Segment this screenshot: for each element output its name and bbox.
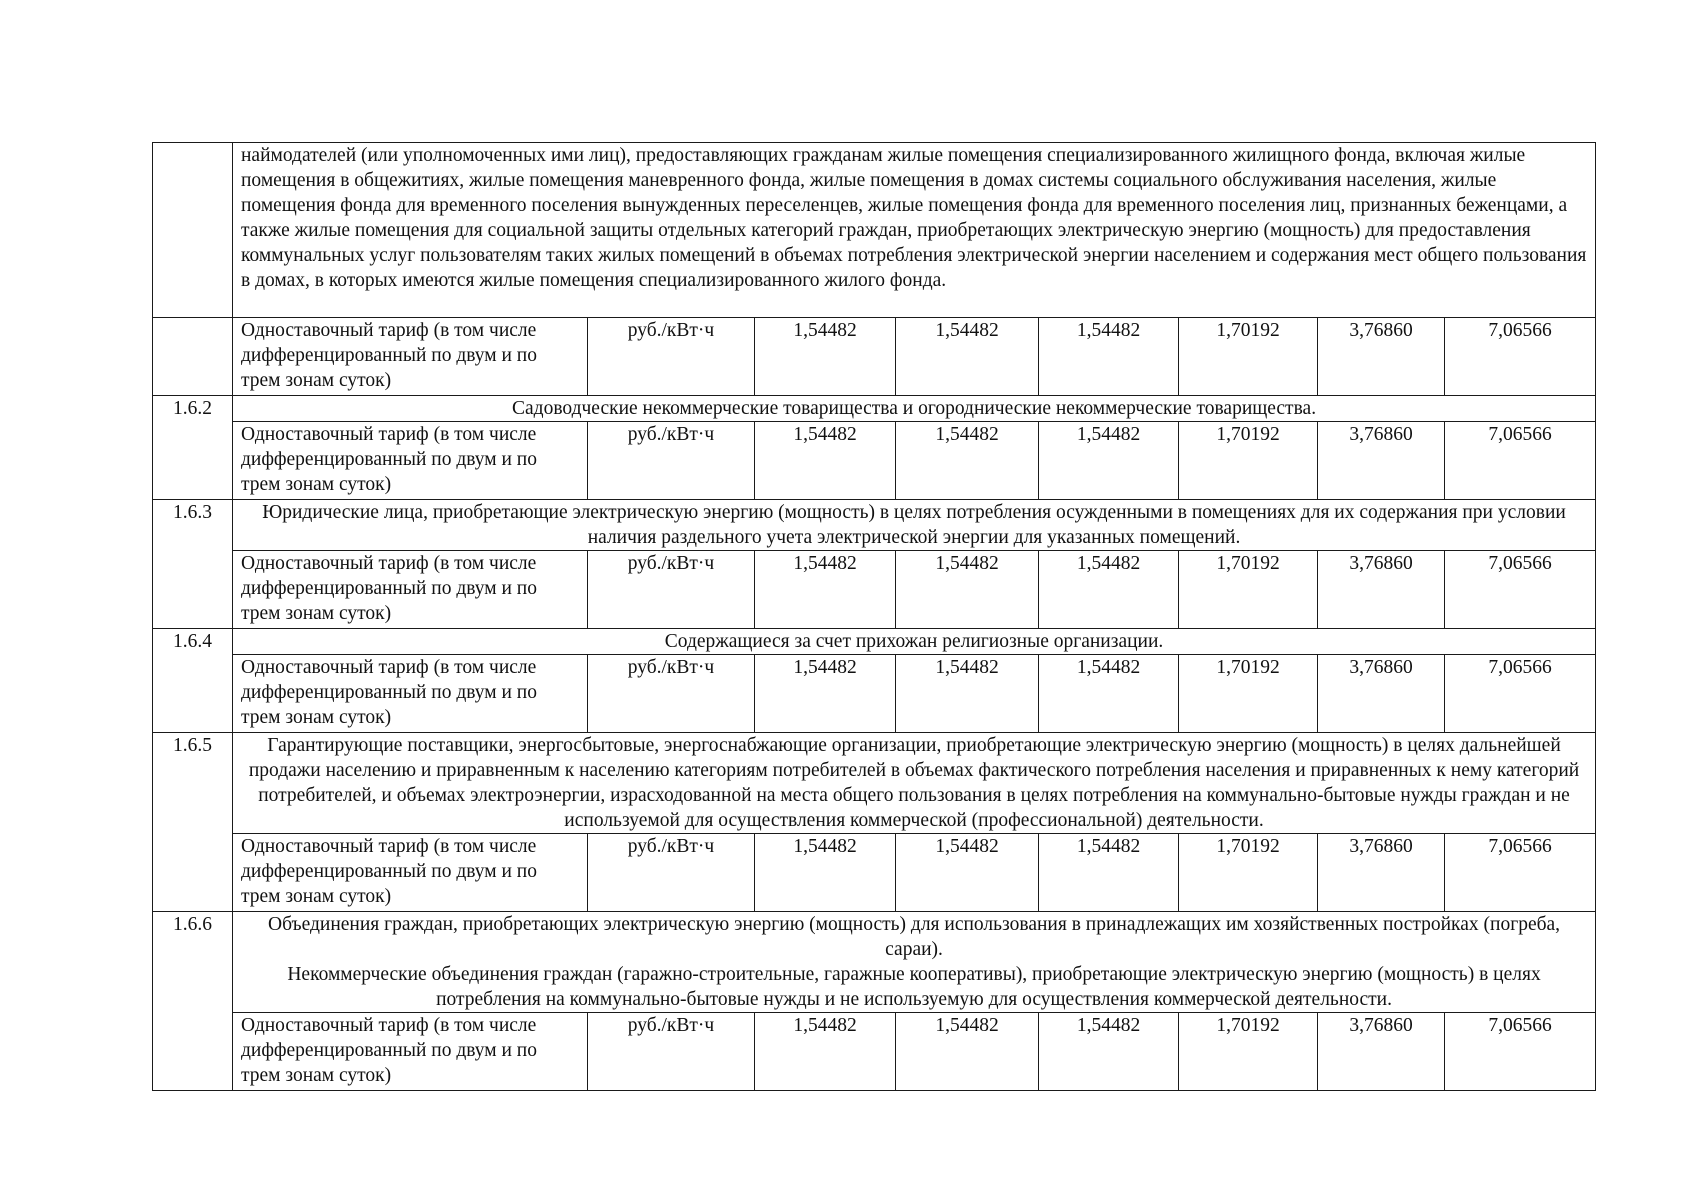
section-header-row [153,396,1596,422]
intro-category-text: наймодателей (или уполномоченных ими лиц), предоставляющих гражданам жилые помещения специализированного жилищного фонда, включая жилые помещения в общежитиях, жилые помещения маневренного фонда, жилые помещения в домах системы социального обслуживания населения, жилые помещения фонда для временного поселения вынужденных переселенцев, жилые помещения фонда для временного поселения лиц, признанных беженцами, а также жилые помещения для социальной защиты отдельных категорий граждан, приобретающих электрическую энергию (мощность) для предоставления коммунальных услуг пользователям таких жилых помещений в объемах потребления электрической энергии населением и содержания мест общего пользования в домах, в которых имеются жилые помещения специализированного жилого фонда. [233,143,1596,318]
value-cell: 3,76860 [1318,318,1445,396]
number-cell-empty [153,143,233,318]
tariff-row [153,318,1596,396]
tariff-row [153,655,1596,733]
category-text-line: Содержащиеся за счет прихожан религиозные организации. [664,631,1164,652]
unit-cell: руб./кВт·ч [588,834,755,912]
value-cell: 7,06566 [1445,834,1596,912]
value-cell: 1,54482 [896,551,1039,629]
tariff-label: Одноставочный тариф (в том числе дифференцированный по двум и по трем зонам суток) [233,1013,588,1091]
section-header-row [153,500,1596,551]
section-header-row [153,912,1596,1013]
section-number: 1.6.3 [153,500,233,629]
value-cell: 1,54482 [1039,318,1179,396]
value-cell: 3,76860 [1318,834,1445,912]
value-cell: 1,54482 [896,1013,1039,1091]
category-text-line: Юридические лица, приобретающие электрическую энергию (мощность) в целях потребления осужденными в помещениях для их содержания при условии наличия раздельного учета электрической энергии для указанных помещений. [262,502,1566,548]
value-cell: 1,54482 [755,834,896,912]
value-cell: 1,54482 [1039,551,1179,629]
value-cell: 1,54482 [1039,834,1179,912]
value-cell: 1,54482 [896,655,1039,733]
value-cell: 1,54482 [1039,1013,1179,1091]
tariff-label: Одноставочный тариф (в том числе дифференцированный по двум и по трем зонам суток) [233,655,588,733]
section-category [233,629,1596,655]
value-cell: 3,76860 [1318,422,1445,500]
section-header-row [153,629,1596,655]
tariff-row [153,834,1596,912]
category-text-line: Гарантирующие поставщики, энергосбытовые, энергоснабжающие организации, приобретающие электрическую энергию (мощность) в целях дальнейшей продажи населению и приравненным к населению категориям потребителей в объемах фактического потребления населения и приравненных к нему категорий потребителей, и объемах электроэнергии, израсходованной на места общего пользования в целях потребления на коммунально-бытовые нужды граждан и не используемой для осуществления коммерческой (профессиональной) деятельности. [248,735,1580,831]
value-cell: 3,76860 [1318,1013,1445,1091]
value-cell: 1,54482 [1039,655,1179,733]
section-category [233,733,1596,834]
section-number: 1.6.6 [153,912,233,1091]
value-cell: 7,06566 [1445,1013,1596,1091]
value-cell: 1,54482 [896,834,1039,912]
unit-cell: руб./кВт·ч [588,551,755,629]
value-cell: 1,54482 [755,551,896,629]
value-cell: 1,70192 [1179,655,1318,733]
value-cell: 3,76860 [1318,551,1445,629]
value-cell: 7,06566 [1445,655,1596,733]
value-cell: 1,70192 [1179,422,1318,500]
value-cell: 1,70192 [1179,551,1318,629]
tariff-label: Одноставочный тариф (в том числе дифференцированный по двум и по трем зонам суток) [233,318,588,396]
section-category [233,912,1596,1013]
section-number: 1.6.2 [153,396,233,500]
tariff-label: Одноставочный тариф (в том числе дифференцированный по двум и по трем зонам суток) [233,834,588,912]
section-header-row [153,733,1596,834]
value-cell: 1,70192 [1179,834,1318,912]
tariff-row [153,422,1596,500]
value-cell: 1,54482 [755,318,896,396]
category-text-line: Объединения граждан, приобретающих электрическую энергию (мощность) для использования в принадлежащих им хозяйственных постройках (погреба, сараи). [267,914,1561,960]
unit-cell: руб./кВт·ч [588,655,755,733]
tariff-table [152,142,1596,1091]
section-category [233,396,1596,422]
value-cell: 1,70192 [1179,1013,1318,1091]
value-cell: 1,70192 [1179,318,1318,396]
number-cell-empty [153,318,233,396]
value-cell: 3,76860 [1318,655,1445,733]
value-cell: 7,06566 [1445,318,1596,396]
value-cell: 1,54482 [755,422,896,500]
value-cell: 7,06566 [1445,551,1596,629]
unit-cell: руб./кВт·ч [588,1013,755,1091]
value-cell: 7,06566 [1445,422,1596,500]
tariff-label: Одноставочный тариф (в том числе дифференцированный по двум и по трем зонам суток) [233,422,588,500]
unit-cell: руб./кВт·ч [588,422,755,500]
value-cell: 1,54482 [896,422,1039,500]
category-text-line: Садоводческие некоммерческие товарищества и огороднические некоммерческие товарищества. [511,398,1317,419]
category-text-line: Некоммерческие объединения граждан (гаражно-строительные, гаражные кооперативы), приобретающие электрическую энергию (мощность) в целях потребления на коммунально-бытовые нужды и не используемую для осуществления коммерческой деятельности. [287,964,1541,1010]
value-cell: 1,54482 [1039,422,1179,500]
section-number: 1.6.4 [153,629,233,733]
tariff-label: Одноставочный тариф (в том числе дифференцированный по двум и по трем зонам суток) [233,551,588,629]
section-category [233,500,1596,551]
intro-row [153,143,1596,318]
section-number: 1.6.5 [153,733,233,912]
tariff-row [153,551,1596,629]
value-cell: 1,54482 [755,655,896,733]
unit-cell: руб./кВт·ч [588,318,755,396]
value-cell: 1,54482 [896,318,1039,396]
tariff-row [153,1013,1596,1091]
value-cell: 1,54482 [755,1013,896,1091]
